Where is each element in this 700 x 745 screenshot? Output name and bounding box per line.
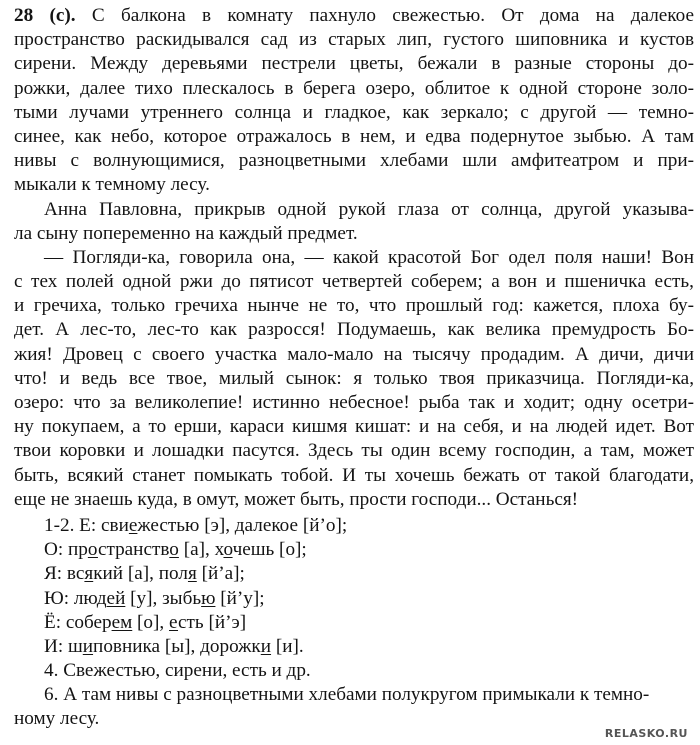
answer-line: Я: всякий [а], поля [й’а]; [44, 563, 245, 585]
answer-line: ному лесу. [14, 708, 100, 730]
answer-line: 6. А там нивы с разноцветными хлебами полукругом примыкали к темно- [44, 684, 650, 706]
answer-line: 4. Свежестью, сирени, есть и др. [44, 660, 311, 682]
paragraph-3 [14, 246, 694, 512]
text-line: синее, как небо, которое отражалось в нем, и едва подернутое зыбью. А там [14, 125, 694, 147]
text-line: жия! Дровец с своего участка мало-мало на тысячу продадим. А дичи, дичи [14, 343, 694, 365]
site-watermark: RELASKO.RU [604, 727, 688, 740]
text-line: сирени. Между деревьями пестрели цветы, бежали в разные стороны до- [14, 53, 694, 75]
paragraph-2 [14, 198, 694, 246]
text-line: быть, всякий станет помыкать тобой. И ты хочешь бежать от такой благодати, [14, 464, 694, 486]
text-line: озеро: что за великолепие! истинно небесное! рыба так и ходит; одну осетри- [14, 392, 694, 413]
answers-block [14, 514, 694, 732]
text-line: пространство раскидывался сад из старых лип, густого шиповника и кустов [14, 29, 694, 51]
paragraph-1 [14, 4, 694, 198]
text-line: дет. А лес-то, лес-то как разросся! Подумаешь, как велика премудрость Бо- [14, 319, 694, 341]
text-line: мыкали к темному лесу. [14, 174, 210, 196]
insertion-mark: к ^ [628, 270, 637, 294]
text-line: 28 (с). С балкона в комнату пахнуло свежестью. От дома на далекое [14, 5, 694, 26]
answer-line: Ё: соберем [о], есть [й’э] [44, 611, 247, 633]
answer-line: Ю: людей [у], зыбью [й’у]; [44, 587, 265, 609]
insertion-mark: х ^ [154, 77, 164, 101]
text-line: с тех полей одной ржи до пятисот четвертей соберем; а вон и пшеничк ^а есть, [14, 270, 694, 294]
text-line: рожки, далее тих ^о плескалось в берега озеро, облитое к одной стороне золо- [14, 77, 694, 101]
text-line: что! и ведь все твое, милый сынок: я только твоя приказчица. Погляди-ка, [14, 367, 694, 389]
exercise-number: 28 (с). [14, 5, 76, 26]
text-line: Анна Павловна, прикрыв одной рукой глаза от солнца, другой указыва- [44, 198, 694, 220]
text-line: ну покупаем, а то ерши, караси кишмя кишат: и на себя, и на людей идет. Вот [14, 416, 694, 438]
text-line: и гречиха, только гречиха нынче не то, что прошлый год: кажется, плоха бу- [14, 295, 694, 317]
answer-line: И: шиповника [ы], дорожки [и]. [44, 635, 304, 657]
text-line: твои коровки и лошадки пасутся. Здесь ты один всему господин, а там, может [14, 440, 694, 462]
answer-line: О: пространство [а], хочешь [о]; [44, 539, 307, 561]
insertion-mark: ш ^ [621, 246, 636, 270]
text-line: — Погляди-ка, говорила она, — какой красотой Бог одел поля наш ^и! Вон [14, 246, 694, 270]
text-line: нивы с волнующимися, разноцветными хлебами шли амфитеатром и при- [14, 150, 694, 172]
text-line: еще не знаешь куда, в омут, может быть, прости господи... Останься! [14, 488, 579, 510]
answer-line: 1-2. Е: свиежестью [э], далекое [й’о]; [44, 514, 348, 536]
textbook-page [14, 4, 694, 732]
text-line: тыми лучами утреннего солнца и гладкое, как зеркало; с другой — темно- [14, 101, 694, 123]
text-line: ла сыну попеременно на каждый предмет. [14, 222, 358, 244]
